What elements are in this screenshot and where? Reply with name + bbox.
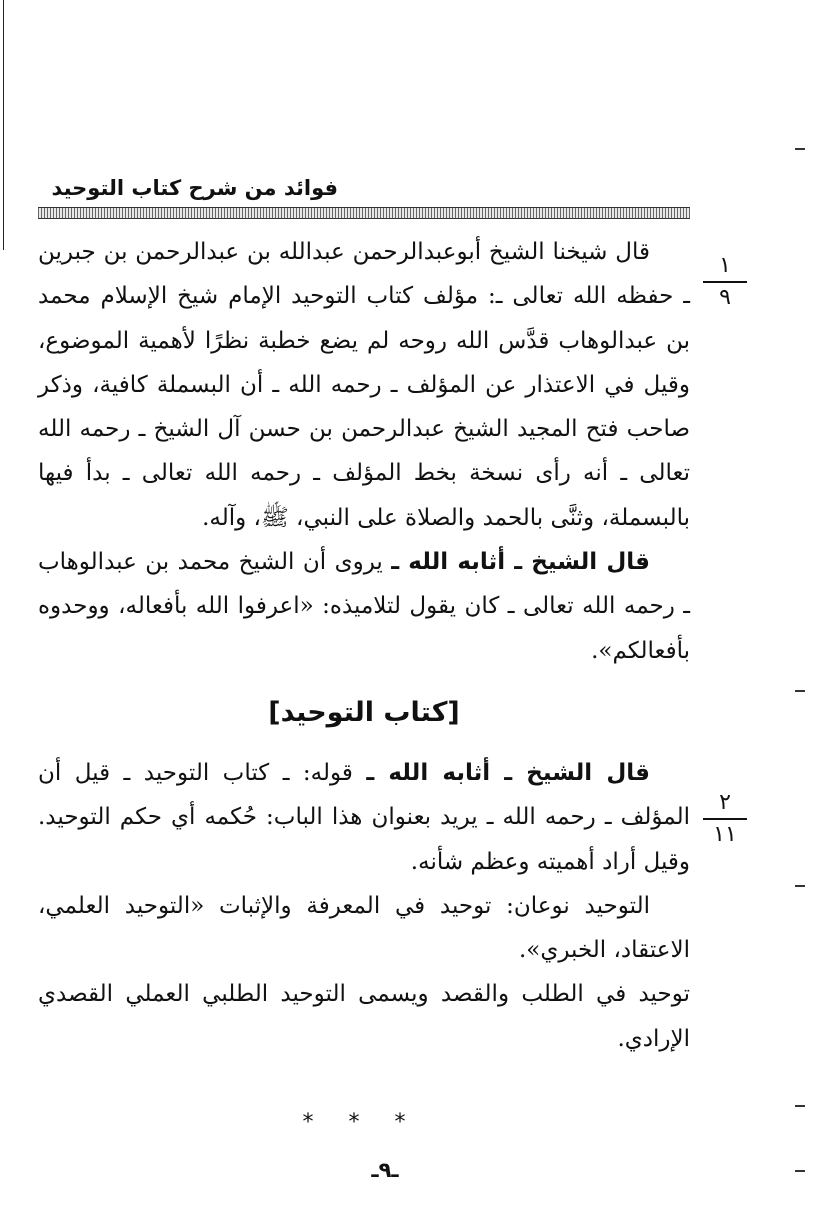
- page-number: ـ٩ـ: [371, 1158, 399, 1182]
- note-1-bottom: ٩: [719, 285, 731, 310]
- note-2-bottom: ١١: [713, 822, 737, 847]
- paragraph-text: يروى أن الشيخ محمد بن عبدالوهاب ـ رحمه الله تعالى ـ كان يقول لتلاميذه: «اعرفوا الله بأفعاله، ووحدوه بأفعالكم».: [38, 549, 690, 664]
- note-2-top: ٢: [719, 790, 731, 815]
- paragraph-ibn-jibrin: قال شيخنا الشيخ أبوعبدالرحمن عبدالله بن عبدالرحمن بن جبرين ـ حفظه الله تعالى ـ: مؤلف كتاب التوحيد الإمام شيخ الإسلام محمد بن عبدالوهاب قدَّس الله روحه لم يضع خطبة نظرًا لأهمية الموضوع، وقيل في الاعتذار عن المؤلف ـ رحمه الله ـ أن البسملة كافية، وذكر صاحب فتح المجيد الشيخ عبدالرحمن بن حسن آل الشيخ ـ رحمه الله تعالى ـ أنه رأى نسخة بخط المؤلف ـ رحمه الله تعالى ـ بدأ فيها بالبسملة، وثنَّى بالحمد والصلاة على النبي، ﷺ، وآله.: [38, 239, 690, 531]
- scan-mark: [795, 690, 805, 692]
- running-header-title: فوائد من شرح كتاب التوحيد: [51, 176, 338, 200]
- left-page-edge: [3, 0, 4, 250]
- paragraph-two-types: التوحيد نوعان: توحيد في المعرفة والإثبات «التوحيد العلمي، الاعتقاد، الخبري».: [38, 892, 690, 964]
- paragraph-text: قوله: ـ كتاب التوحيد ـ قيل أن المؤلف ـ رحمه الله ـ يريد بعنوان هذا الباب: حُكمه أي حكم التوحيد. وقيل أراد أهميته وعظم شأنه.: [38, 759, 690, 875]
- paragraph-lead: قال الشيخ ـ أثابه الله ـ: [366, 759, 650, 786]
- scan-mark: [795, 1105, 805, 1107]
- section-heading: [كتاب التوحيد]: [268, 696, 460, 728]
- paragraph-sheikh-saying: [38, 540, 690, 673]
- header-divider-band: [38, 207, 690, 219]
- scan-mark: [795, 1170, 805, 1172]
- section-separator: * * *: [302, 1110, 420, 1135]
- scan-mark: [795, 885, 805, 887]
- margin-note-2: [699, 790, 751, 848]
- note-2-bar: [703, 818, 747, 820]
- margin-note-1: [699, 253, 751, 311]
- paragraph-lead: قال الشيخ ـ أثابه الله ـ: [391, 549, 650, 576]
- paragraph-second-type: توحيد في الطلب والقصد ويسمى التوحيد الطلبي العملي القصدي الإرادي.: [38, 981, 690, 1052]
- note-1-top: ١: [719, 253, 731, 278]
- page-body: [38, 230, 690, 1061]
- scan-mark: [795, 148, 805, 150]
- note-1-bar: [703, 281, 747, 283]
- paragraph-book-title: [38, 751, 690, 884]
